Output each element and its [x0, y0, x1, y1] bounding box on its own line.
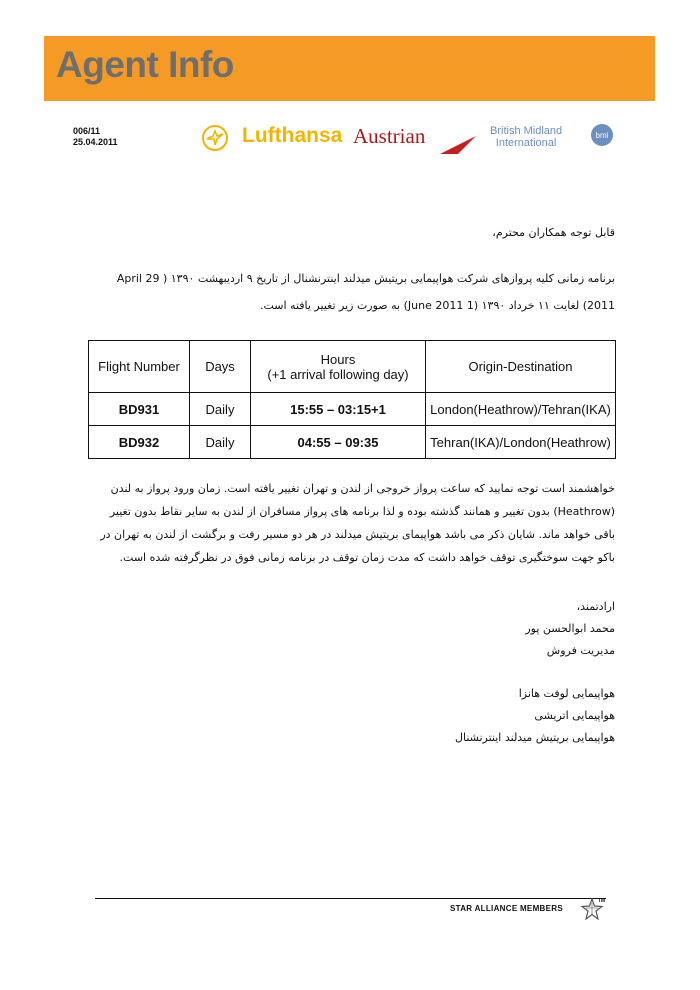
footer-divider	[95, 898, 606, 899]
ref-number: 006/11	[73, 126, 101, 136]
document-reference	[73, 126, 118, 148]
table-row	[89, 426, 616, 459]
flight-number-cell: BD932	[89, 426, 190, 459]
austrian-logo: Austrian	[353, 124, 426, 148]
signature-name: محمد ابوالحسن پور	[525, 622, 615, 635]
austrian-swoosh-icon	[438, 134, 478, 156]
hours-cell: 04:55 – 09:35	[251, 426, 426, 459]
airline-item: هواپیمایی بریتیش میدلند اینترنشنال	[455, 731, 615, 744]
document-date: 25.04.2011	[73, 137, 118, 147]
signature-block	[95, 596, 615, 662]
hours-cell: 15:55 – 03:15+1	[251, 393, 426, 426]
days-cell: Daily	[190, 426, 251, 459]
signature-title: مدیریت فروش	[546, 644, 615, 657]
intro-paragraph: برنامه زمانی کلیه پروازهای شرکت هواپیمایی بریتیش میدلند اینترنشنال از تاریخ ۹ اردیبهشت ۱۳۹۰ ( 29 April 2011) لغایت ۱۱ خرداد ۱۳۹۰ (1 June 2011) به صورت زیر تغییر یافته است.	[116, 272, 615, 312]
table-row	[89, 393, 616, 426]
col-hours: Hours (+1 arrival following day)	[251, 341, 426, 393]
notice-paragraph: خواهشمند است توجه نمایید که ساعت پرواز خروجی از لندن و تهران تغییر یافته است. زمان ورود پرواز به لندن (Heathrow) بدون تغییر و همانند گذشته بوده و لذا برنامه های پرواز مسافران از لندن به سایر نقاط بدون تغییر باقی خواهد ماند. شایان ذکر می باشد هواپیمای بریتیش میدلند در هر دو مسیر رفت و برگشت از لندن به تهران در باکو جهت سوختگیری توقف خواهد داشت که مدت زمان توقف در برنامه زمانی فوق در نظرگرفته شده است.	[100, 482, 615, 564]
col-origin-destination: Origin-Destination	[426, 341, 616, 393]
col-flight-number: Flight Number	[89, 341, 190, 393]
bmi-circle-icon	[590, 123, 614, 147]
col-days: Days	[190, 341, 251, 393]
table-header-row	[89, 341, 616, 393]
airline-list	[95, 683, 615, 749]
flight-number-cell: BD931	[89, 393, 190, 426]
lufthansa-crane-icon	[202, 125, 228, 151]
days-cell: Daily	[190, 393, 251, 426]
route-cell: Tehran(IKA)/London(Heathrow)	[426, 426, 616, 459]
airline-logos	[198, 118, 618, 164]
signature-closing: ارادتمند،	[576, 600, 615, 613]
lufthansa-logo: Lufthansa	[242, 124, 343, 147]
route-cell: London(Heathrow)/Tehran(IKA)	[426, 393, 616, 426]
trademark-mark: TM	[598, 898, 606, 904]
page-title: Agent Info	[56, 44, 234, 85]
airline-item: هواپیمایی اتریشی	[534, 709, 615, 722]
svg-text:bmi: bmi	[595, 131, 609, 140]
flight-schedule-table	[88, 340, 616, 459]
header-banner	[44, 36, 655, 101]
greeting: قابل توجه همکاران محترم،	[492, 226, 615, 239]
footer-text: STAR ALLIANCE MEMBERS	[450, 904, 563, 913]
bmi-logo-text: British Midland International	[490, 125, 563, 149]
airline-item: هواپیمایی لوفت هانزا	[518, 687, 615, 700]
